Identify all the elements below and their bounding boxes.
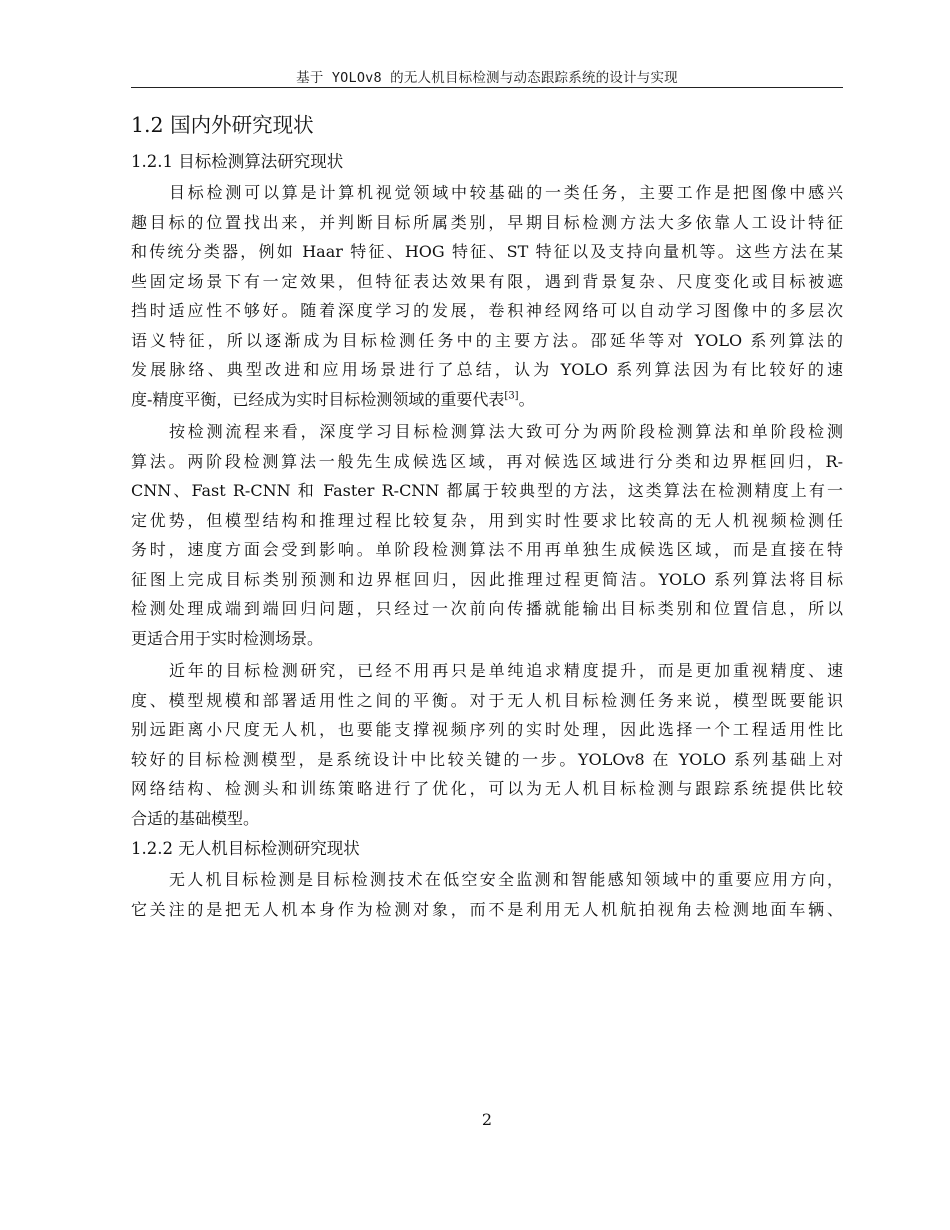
- sentence-end: 。: [518, 389, 535, 409]
- page-number: 2: [481, 1110, 493, 1129]
- text-line: 更适合用于实时检测场景。: [131, 628, 324, 648]
- text-line: 语义特征，所以逐渐成为目标检测任务中的主要方法。邵延华等对 YOLO 系列算法的: [131, 330, 843, 350]
- page-body: [131, 110, 843, 927]
- subsection-title-1-2-2: 1.2.2 无人机目标检测研究现状: [131, 839, 360, 858]
- text-line-content: 度-精度平衡，已经成为实时目标检测领域的重要代表: [131, 389, 505, 409]
- paragraph-detection-overview: [131, 178, 843, 414]
- text-line: 无人机目标检测是目标检测技术在低空安全监测和智能感知领域中的重要应用方向，: [169, 870, 843, 889]
- text-line: 较好的目标检测模型，是系统设计中比较关键的一步。YOLOv8 在 YOLO 系列基础上对: [131, 749, 843, 769]
- paragraph-uav-detection: [131, 865, 843, 924]
- text-line: 近年的目标检测研究，已经不用再只是单纯追求精度提升，而是更加重视精度、速: [169, 661, 843, 680]
- text-line: 目标检测可以算是计算机视觉领域中较基础的一类任务，主要工作是把图像中感兴: [169, 183, 843, 202]
- section-title: 1.2 国内外研究现状: [131, 113, 314, 137]
- text-line: 和传统分类器，例如 Haar 特征、HOG 特征、ST 特征以及支持向量机等。这些方法在某: [131, 242, 843, 261]
- text-line: 征图上完成目标类别预测和边界框回归，因此推理过程更简洁。YOLO 系列算法将目标: [131, 569, 843, 589]
- text-line: 检测处理成端到端回归问题，只经过一次前向传播就能输出目标类别和位置信息，所以: [131, 599, 843, 618]
- text-line: 按检测流程来看，深度学习目标检测算法大致可分为两阶段检测算法和单阶段检测: [169, 422, 843, 441]
- text-line: 网络结构、检测头和训练策略进行了优化，可以为无人机目标检测与跟踪系统提供比较: [131, 779, 843, 798]
- header-rule: [131, 87, 843, 88]
- citation-marker: [3]: [504, 390, 519, 402]
- text-line: 算法。两阶段检测算法一般先生成候选区域，再对候选区域进行分类和边界框回归，R-: [131, 451, 843, 471]
- running-header: 基于 YOLOv8 的无人机目标检测与动态跟踪系统的设计与实现: [296, 70, 678, 86]
- paragraph-recent-trends: [131, 656, 843, 833]
- text-line: 别远距离小尺度无人机，也要能支撑视频序列的实时处理，因此选择一个工程适用性比: [131, 720, 843, 739]
- text-line-with-citation: [131, 385, 843, 415]
- text-line: 度、模型规模和部署适用性之间的平衡。对于无人机目标检测任务来说，模型既要能识: [131, 690, 843, 710]
- paragraph-two-stage-vs-one-stage: [131, 417, 843, 653]
- text-line: 合适的基础模型。: [131, 808, 260, 828]
- text-line: 发展脉络、典型改进和应用场景进行了总结，认为 YOLO 系列算法因为有比较好的速: [131, 360, 843, 379]
- text-line: CNN、Fast R-CNN 和 Faster R-CNN 都属于较典型的方法，这类算法在检测精度上有一: [131, 481, 843, 500]
- text-line: 趣目标的位置找出来，并判断目标所属类别，早期目标检测方法大多依靠人工设计特征: [131, 212, 843, 232]
- subsection-title-1-2-1: 1.2.1 目标检测算法研究现状: [131, 152, 344, 171]
- text-line: 务时，速度方面会受到影响。单阶段检测算法不用再单独生成候选区域，而是直接在特: [131, 540, 843, 559]
- text-line: 定优势，但模型结构和推理过程比较复杂，用到实时性要求比较高的无人机视频检测任: [131, 510, 843, 530]
- text-line: 挡时适应性不够好。随着深度学习的发展，卷积神经网络可以自动学习图像中的多层次: [131, 301, 843, 320]
- text-line: 它关注的是把无人机本身作为检测对象，而不是利用无人机航拍视角去检测地面车辆、: [131, 899, 843, 919]
- text-line: 些固定场景下有一定效果，但特征表达效果有限，遇到背景复杂、尺度变化或目标被遮: [131, 271, 843, 291]
